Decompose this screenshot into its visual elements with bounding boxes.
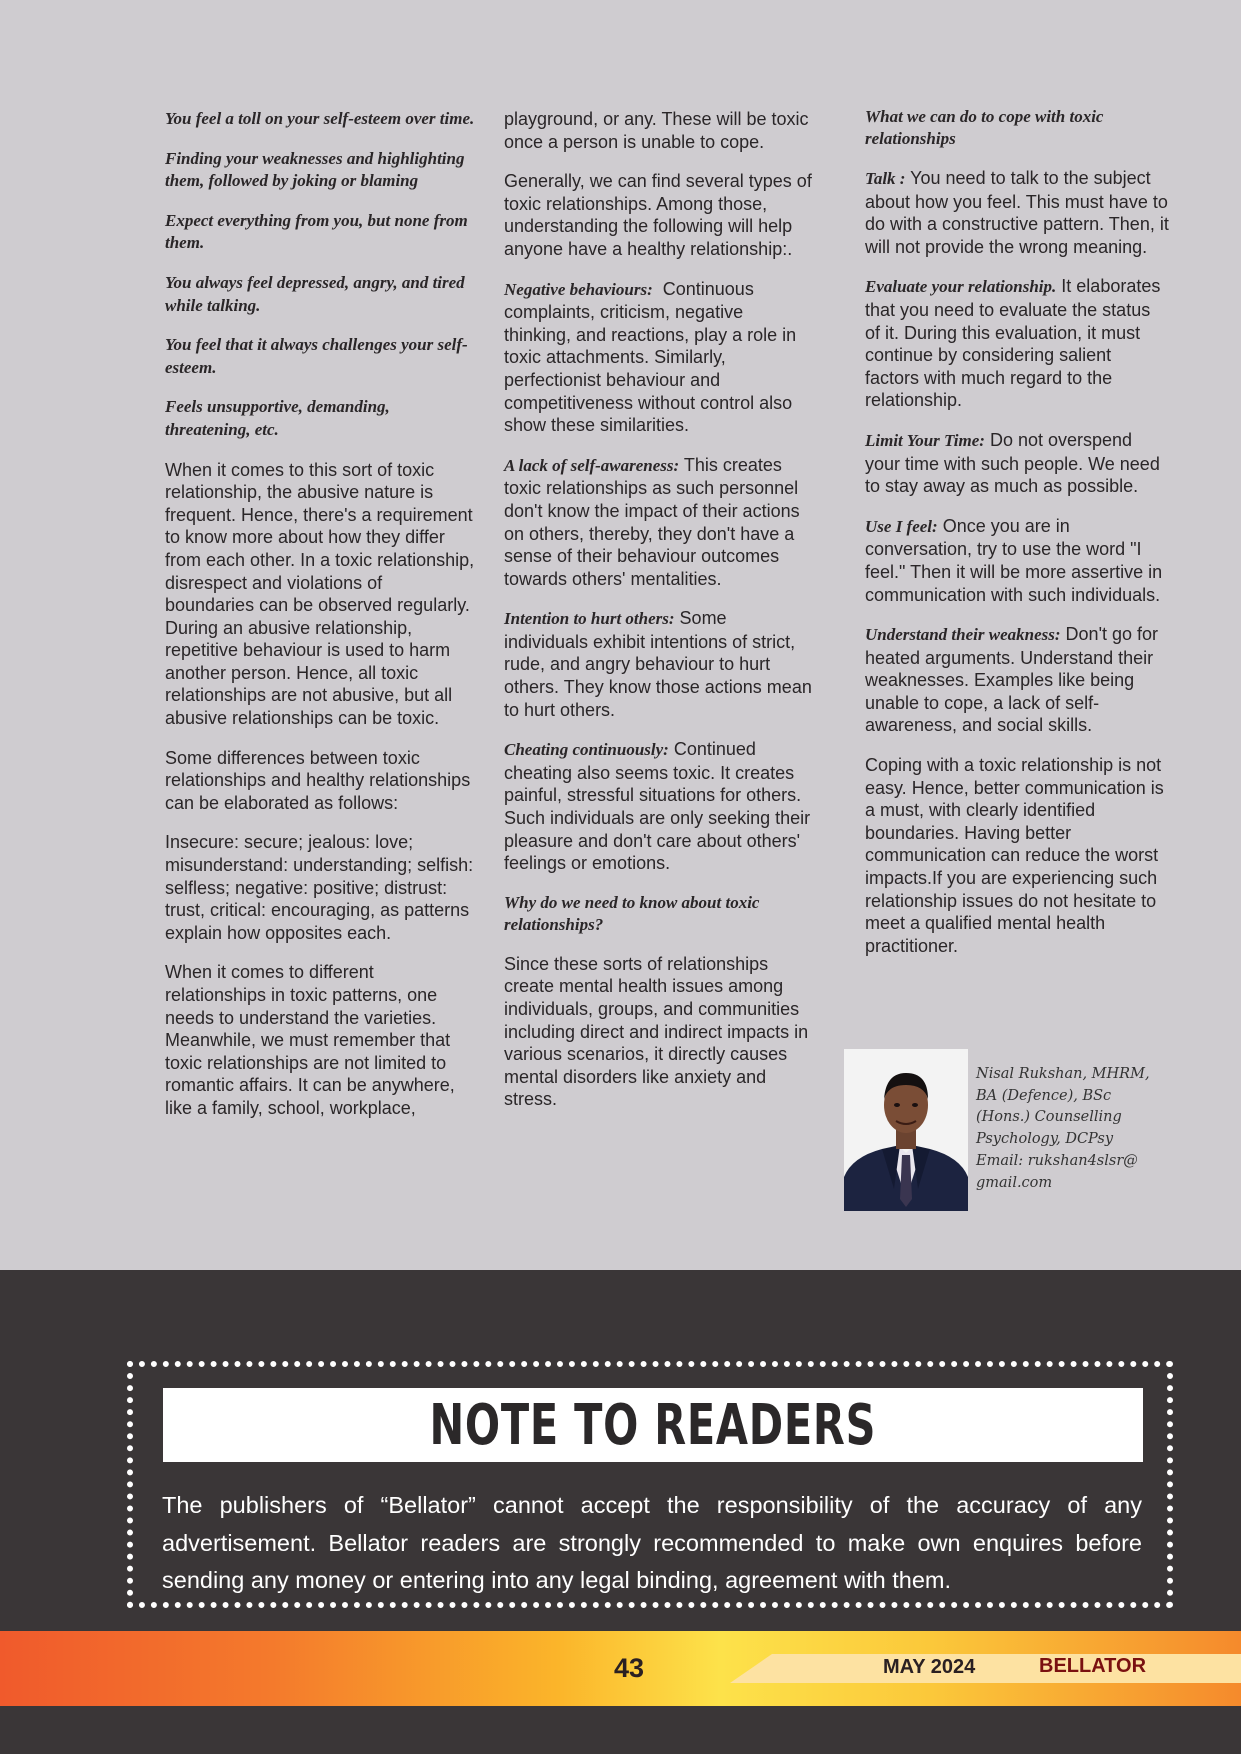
tip-paragraph	[865, 623, 1170, 737]
tip-text: Once you are in conversation, try to use the word "I feel." Then it will be more assertive in communication with such individuals.	[865, 515, 1163, 605]
author-portrait-icon	[844, 1049, 968, 1211]
author-box	[844, 1049, 1174, 1211]
body-paragraph: When it comes to this sort of toxic relationship, the abusive nature is frequent. Hence, there's a requirement to know more about how they differ from each other. In a toxic relationship, disrespect and violations of boundaries can be observed regularly. During an abusive relationship, repetitive behaviour is used to harm another person. Hence, all toxic relationships are not abusive, but all abusive relationships can be toxic.	[165, 459, 475, 729]
notice-body: The publishers of “Bellator” cannot accept the responsibility of the accuracy of any advertisement. Bellator readers are strongly recommended to make own enquires before sending any money or entering into any legal binding, agreement with them.	[162, 1492, 1142, 1593]
tip-text: You need to talk to the subject about how you feel. This must have to do with a constructive pattern. Then, it will not provide the wrong meaning.	[865, 168, 1169, 257]
notice-title-box	[163, 1388, 1143, 1462]
tip-text: It elaborates that you need to evaluate the status of it. During this evaluation, it must continue by considering salient factors with much regard to the relationship.	[865, 276, 1161, 411]
type-paragraph	[504, 278, 814, 437]
author-line: BA (Defence), BSc	[976, 1087, 1112, 1104]
tip-heading: Understand their weakness:	[865, 625, 1061, 645]
tip-heading: Use I feel:	[865, 516, 938, 536]
type-text: Some individuals exhibit intentions of strict, rude, and angry behaviour to hurt others. They know those actions mean to hurt others.	[504, 608, 812, 720]
sign-paragraph: Expect everything from you, but none from them.	[165, 210, 468, 253]
section-heading: What we can do to cope with toxic relationships	[865, 107, 1104, 148]
sign-paragraph: You always feel depressed, angry, and tired while talking.	[165, 272, 465, 315]
body-paragraph: Insecure: secure; jealous: love; misunderstand: understanding; selfish: selfless; negative: positive; distrust: trust, critical: encouraging, as patterns explain how opposites each.	[165, 832, 474, 943]
body-paragraph: When it comes to different relationships in toxic patterns, one needs to understand the varieties. Meanwhile, we must remember that toxic relationships are not limited to romantic affairs. It can be anywhere, like a family, school, workplace,	[165, 962, 455, 1118]
tip-heading: Evaluate your relationship.	[865, 277, 1057, 297]
tip-paragraph	[865, 429, 1170, 498]
body-paragraph: Since these sorts of relationships create mental health issues among individuals, groups, and communities including direct and indirect impacts in various scenarios, it directly causes mental disorders like anxiety and stress.	[504, 953, 809, 1110]
sign-paragraph: You feel a toll on your self-esteem over time.	[165, 109, 475, 128]
tip-text: Don't go for heated arguments. Understand their weaknesses. Examples like being unable to cope, a lack of self-awareness, and social skills.	[865, 624, 1159, 736]
sign-paragraph: Finding your weaknesses and highlighting them, followed by joking or blaming	[165, 148, 465, 191]
author-line: gmail.com	[976, 1174, 1053, 1191]
issue-date: MAY 2024	[883, 1656, 976, 1678]
section-heading: Why do we need to know about toxic relationships?	[504, 892, 760, 934]
body-paragraph: Some differences between toxic relationships and healthy relationships can be elaborated as follows:	[165, 747, 471, 813]
notice-title: NOTE TO READERS	[429, 1392, 877, 1458]
author-line: (Hons.) Counselling	[976, 1109, 1122, 1126]
page-number: 43	[613, 1653, 645, 1683]
magazine-name: BELLATOR	[1039, 1655, 1147, 1677]
type-text: Continuous complaints, criticism, negative thinking, and reactions, play a role in toxic attachments. Similarly, perfectionist behaviour and competitiveness without control also show these similarities.	[504, 278, 797, 436]
type-text: This creates toxic relationships as such personnel don't know the impact of their actions on others, thereby, they don't have a sense of their behaviour outcomes towards others' mentalities.	[504, 454, 800, 589]
type-heading: Intention to hurt others:	[504, 609, 675, 629]
tip-paragraph	[865, 167, 1170, 258]
type-paragraph	[504, 454, 814, 591]
author-line: Nisal Rukshan, MHRM,	[976, 1066, 1150, 1082]
type-heading: A lack of self-awareness:	[504, 455, 680, 475]
author-line: Psychology, DCPsy	[976, 1131, 1114, 1148]
author-photo	[844, 1049, 968, 1211]
author-line: Email: rukshan4slsr@	[976, 1152, 1138, 1169]
author-credentials	[976, 1064, 1176, 1194]
article-column-1	[165, 109, 475, 1137]
type-heading: Negative behaviours:	[504, 279, 653, 299]
tip-text: Do not overspend your time with such people. We need to stay away as much as possible.	[865, 429, 1160, 497]
type-paragraph	[504, 607, 814, 721]
tip-heading: Talk :	[865, 169, 906, 188]
type-text: Continued cheating also seems toxic. It creates painful, stressful situations for others. Such individuals are only seeking their pleasure and don't care about others' feelings or emotions.	[504, 739, 811, 874]
body-paragraph: Coping with a toxic relationship is not easy. Hence, better communication is a must, with clearly identified boundaries. Having better communication can reduce the worst impacts.If you are experiencing such relationship issues do not hesitate to meet a qualified mental health practitioner.	[865, 755, 1164, 956]
type-paragraph	[504, 738, 814, 875]
body-paragraph: playground, or any. These will be toxic once a person is unable to cope.	[504, 109, 809, 152]
article-column-3	[865, 107, 1170, 974]
tip-paragraph	[865, 275, 1170, 412]
sign-paragraph: Feels unsupportive, demanding, threatening, etc.	[165, 397, 390, 439]
body-paragraph: Generally, we can find several types of toxic relationships. Among those, understanding the following will help anyone have a healthy relationship:.	[504, 171, 812, 259]
tip-heading: Limit Your Time:	[865, 430, 985, 450]
sign-paragraph: You feel that it always challenges your self-esteem.	[165, 335, 468, 377]
footer-ribbon	[730, 1654, 1241, 1683]
tip-paragraph	[865, 515, 1170, 606]
type-heading: Cheating continuously:	[504, 740, 669, 760]
article-column-2	[504, 109, 814, 1128]
